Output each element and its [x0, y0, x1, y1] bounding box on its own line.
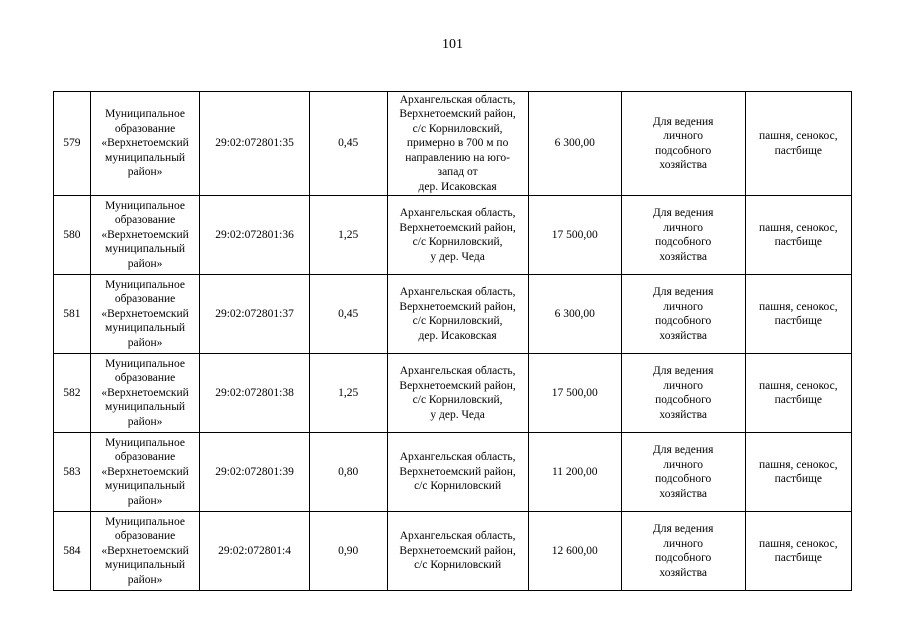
cell-line: пастбище: [774, 394, 822, 406]
cell-line: пастбище: [774, 144, 822, 157]
owner-cell: [90, 354, 199, 433]
cell-line: пастбище: [774, 552, 822, 564]
address-cell: [387, 433, 528, 512]
cell-line: Верхнетоемский район,: [399, 465, 516, 478]
cell-line: личного: [663, 537, 704, 550]
land-plots-table: [53, 91, 852, 591]
table-row: [54, 275, 852, 354]
cell-line: у дер. Чеда: [430, 408, 485, 421]
row-number-cell: 582: [54, 354, 91, 433]
cadastral-number-cell: 29:02:072801:37: [200, 275, 309, 354]
cell-line: пашня, сенокос,: [758, 537, 838, 550]
cell-line: с/с Корниловский,: [412, 394, 503, 406]
owner-cell: [90, 275, 199, 354]
permitted-use-cell: [621, 275, 745, 354]
cell-line: район»: [127, 573, 163, 586]
cost-cell: 6 300,00: [528, 275, 621, 354]
cell-line: пастбище: [774, 315, 822, 327]
cadastral-number-cell: 29:02:072801:36: [200, 196, 309, 275]
permitted-use-cell: [621, 354, 745, 433]
cell-line: муниципальный: [105, 151, 186, 164]
cell-line: личного: [663, 379, 704, 392]
cell-line: хозяйства: [659, 329, 707, 342]
row-number-cell: 584: [54, 512, 91, 591]
cell-line: примерно в 700 м по: [406, 137, 509, 150]
cell-line: образование: [114, 293, 176, 306]
cell-line: муниципальный: [105, 322, 186, 335]
table-body: [54, 92, 852, 591]
cell-line: пашня, сенокос,: [758, 130, 838, 142]
cadastral-number-cell: 29:02:072801:4: [200, 512, 309, 591]
cell-line: пашня, сенокос,: [758, 221, 838, 234]
permitted-use-cell: [621, 92, 745, 196]
page-number: 101: [442, 37, 463, 52]
cell-line: Архангельская область,: [399, 207, 516, 219]
cost-cell: 12 600,00: [528, 512, 621, 591]
address-cell: [387, 196, 528, 275]
cell-line: «Верхнетоемский: [101, 228, 189, 241]
table-row: [54, 196, 852, 275]
cell-line: образование: [114, 122, 176, 135]
owner-cell: [90, 196, 199, 275]
cell-line: район»: [127, 415, 163, 428]
area-cell: 0,80: [309, 433, 387, 512]
cell-line: пашня, сенокос,: [758, 300, 838, 313]
land-type-cell: [745, 275, 851, 354]
cell-line: пашня, сенокос,: [758, 458, 838, 471]
area-cell: 0,90: [309, 512, 387, 591]
cell-line: личного: [663, 221, 704, 234]
cell-line: Архангельская область,: [399, 286, 516, 298]
cost-cell: 11 200,00: [528, 433, 621, 512]
row-number-cell: 580: [54, 196, 91, 275]
cell-line: хозяйства: [659, 159, 707, 171]
permitted-use-cell: [621, 512, 745, 591]
cell-line: Муниципальное: [105, 199, 185, 212]
cost-cell: 17 500,00: [528, 354, 621, 433]
owner-cell: [90, 433, 199, 512]
address-cell: [387, 354, 528, 433]
permitted-use-cell: [621, 196, 745, 275]
cell-line: подсобного: [655, 315, 712, 327]
land-type-cell: [745, 196, 851, 275]
cell-line: Муниципальное: [105, 108, 185, 121]
cell-line: подсобного: [655, 236, 712, 248]
cell-line: Муниципальное: [105, 436, 185, 449]
cell-line: Верхнетоемский район,: [399, 221, 516, 234]
cost-cell: 6 300,00: [528, 92, 621, 196]
cell-line: с/с Корниловский,: [412, 236, 503, 248]
cell-line: хозяйства: [659, 250, 707, 263]
cell-line: подсобного: [655, 552, 712, 564]
cell-line: подсобного: [655, 473, 712, 485]
cell-line: Верхнетоемский район,: [399, 300, 516, 313]
cell-line: Для ведения: [652, 444, 714, 456]
cell-line: Для ведения: [652, 286, 714, 298]
cell-line: образование: [114, 372, 176, 385]
cell-line: дер. Исаковская: [418, 180, 497, 193]
cell-line: район»: [127, 336, 163, 349]
cost-cell: 17 500,00: [528, 196, 621, 275]
cell-line: личного: [663, 130, 704, 142]
row-number-cell: 583: [54, 433, 91, 512]
cell-line: с/с Корниловский: [414, 559, 502, 572]
cell-line: хозяйства: [659, 566, 707, 579]
cell-line: Муниципальное: [105, 278, 185, 291]
cell-line: муниципальный: [105, 243, 186, 256]
cell-line: Для ведения: [652, 365, 714, 377]
permitted-use-cell: [621, 433, 745, 512]
land-type-cell: [745, 354, 851, 433]
cell-line: с/с Корниловский,: [412, 122, 503, 135]
cell-line: Архангельская область,: [399, 365, 516, 377]
cell-line: пашня, сенокос,: [758, 379, 838, 392]
area-cell: 0,45: [309, 92, 387, 196]
cell-line: подсобного: [655, 394, 712, 406]
cell-line: пастбище: [774, 473, 822, 485]
cell-line: у дер. Чеда: [430, 250, 485, 263]
cell-line: «Верхнетоемский: [101, 307, 189, 320]
cell-line: с/с Корниловский: [414, 480, 502, 493]
table-row: [54, 512, 852, 591]
cell-line: хозяйства: [659, 408, 707, 421]
table-row: [54, 433, 852, 512]
cell-line: образование: [114, 451, 176, 464]
cell-line: Архангельская область,: [399, 451, 516, 464]
cell-line: муниципальный: [105, 401, 186, 414]
cell-line: Верхнетоемский район,: [399, 379, 516, 392]
cell-line: направлению на юго-: [405, 151, 510, 164]
cell-line: образование: [114, 214, 176, 227]
cadastral-number-cell: 29:02:072801:35: [200, 92, 309, 196]
cell-line: «Верхнетоемский: [101, 544, 189, 557]
cell-line: подсобного: [655, 144, 712, 157]
row-number-cell: 579: [54, 92, 91, 196]
address-cell: [387, 92, 528, 196]
address-cell: [387, 512, 528, 591]
cell-line: Для ведения: [652, 523, 714, 535]
land-type-cell: [745, 512, 851, 591]
cell-line: личного: [663, 458, 704, 471]
land-type-cell: [745, 433, 851, 512]
land-type-cell: [745, 92, 851, 196]
area-cell: 1,25: [309, 354, 387, 433]
cell-line: «Верхнетоемский: [101, 465, 189, 478]
cell-line: «Верхнетоемский: [101, 386, 189, 399]
cell-line: запад от: [437, 166, 478, 179]
cell-line: Для ведения: [652, 115, 714, 128]
cell-line: личного: [663, 300, 704, 313]
cadastral-number-cell: 29:02:072801:38: [200, 354, 309, 433]
cell-line: Архангельская область,: [399, 530, 516, 543]
cell-line: Верхнетоемский район,: [399, 108, 516, 121]
cell-line: муниципальный: [105, 480, 186, 493]
cell-line: Архангельская область,: [399, 93, 516, 106]
address-cell: [387, 275, 528, 354]
cell-line: с/с Корниловский,: [412, 315, 503, 327]
cell-line: пастбище: [774, 236, 822, 248]
cell-line: образование: [114, 530, 176, 543]
table-row: [54, 354, 852, 433]
area-cell: 1,25: [309, 196, 387, 275]
cell-line: Муниципальное: [105, 515, 185, 528]
cell-line: район»: [127, 166, 163, 179]
area-cell: 0,45: [309, 275, 387, 354]
owner-cell: [90, 512, 199, 591]
cell-line: хозяйства: [659, 487, 707, 500]
cell-line: Муниципальное: [105, 357, 185, 370]
cell-line: дер. Исаковская: [418, 329, 497, 342]
cell-line: Верхнетоемский район,: [399, 544, 516, 557]
cell-line: район»: [127, 494, 163, 507]
owner-cell: [90, 92, 199, 196]
table-row: [54, 92, 852, 196]
cell-line: «Верхнетоемский: [101, 137, 189, 150]
cadastral-number-cell: 29:02:072801:39: [200, 433, 309, 512]
cell-line: район»: [127, 257, 163, 270]
row-number-cell: 581: [54, 275, 91, 354]
cell-line: муниципальный: [105, 559, 186, 572]
cell-line: Для ведения: [652, 207, 714, 219]
